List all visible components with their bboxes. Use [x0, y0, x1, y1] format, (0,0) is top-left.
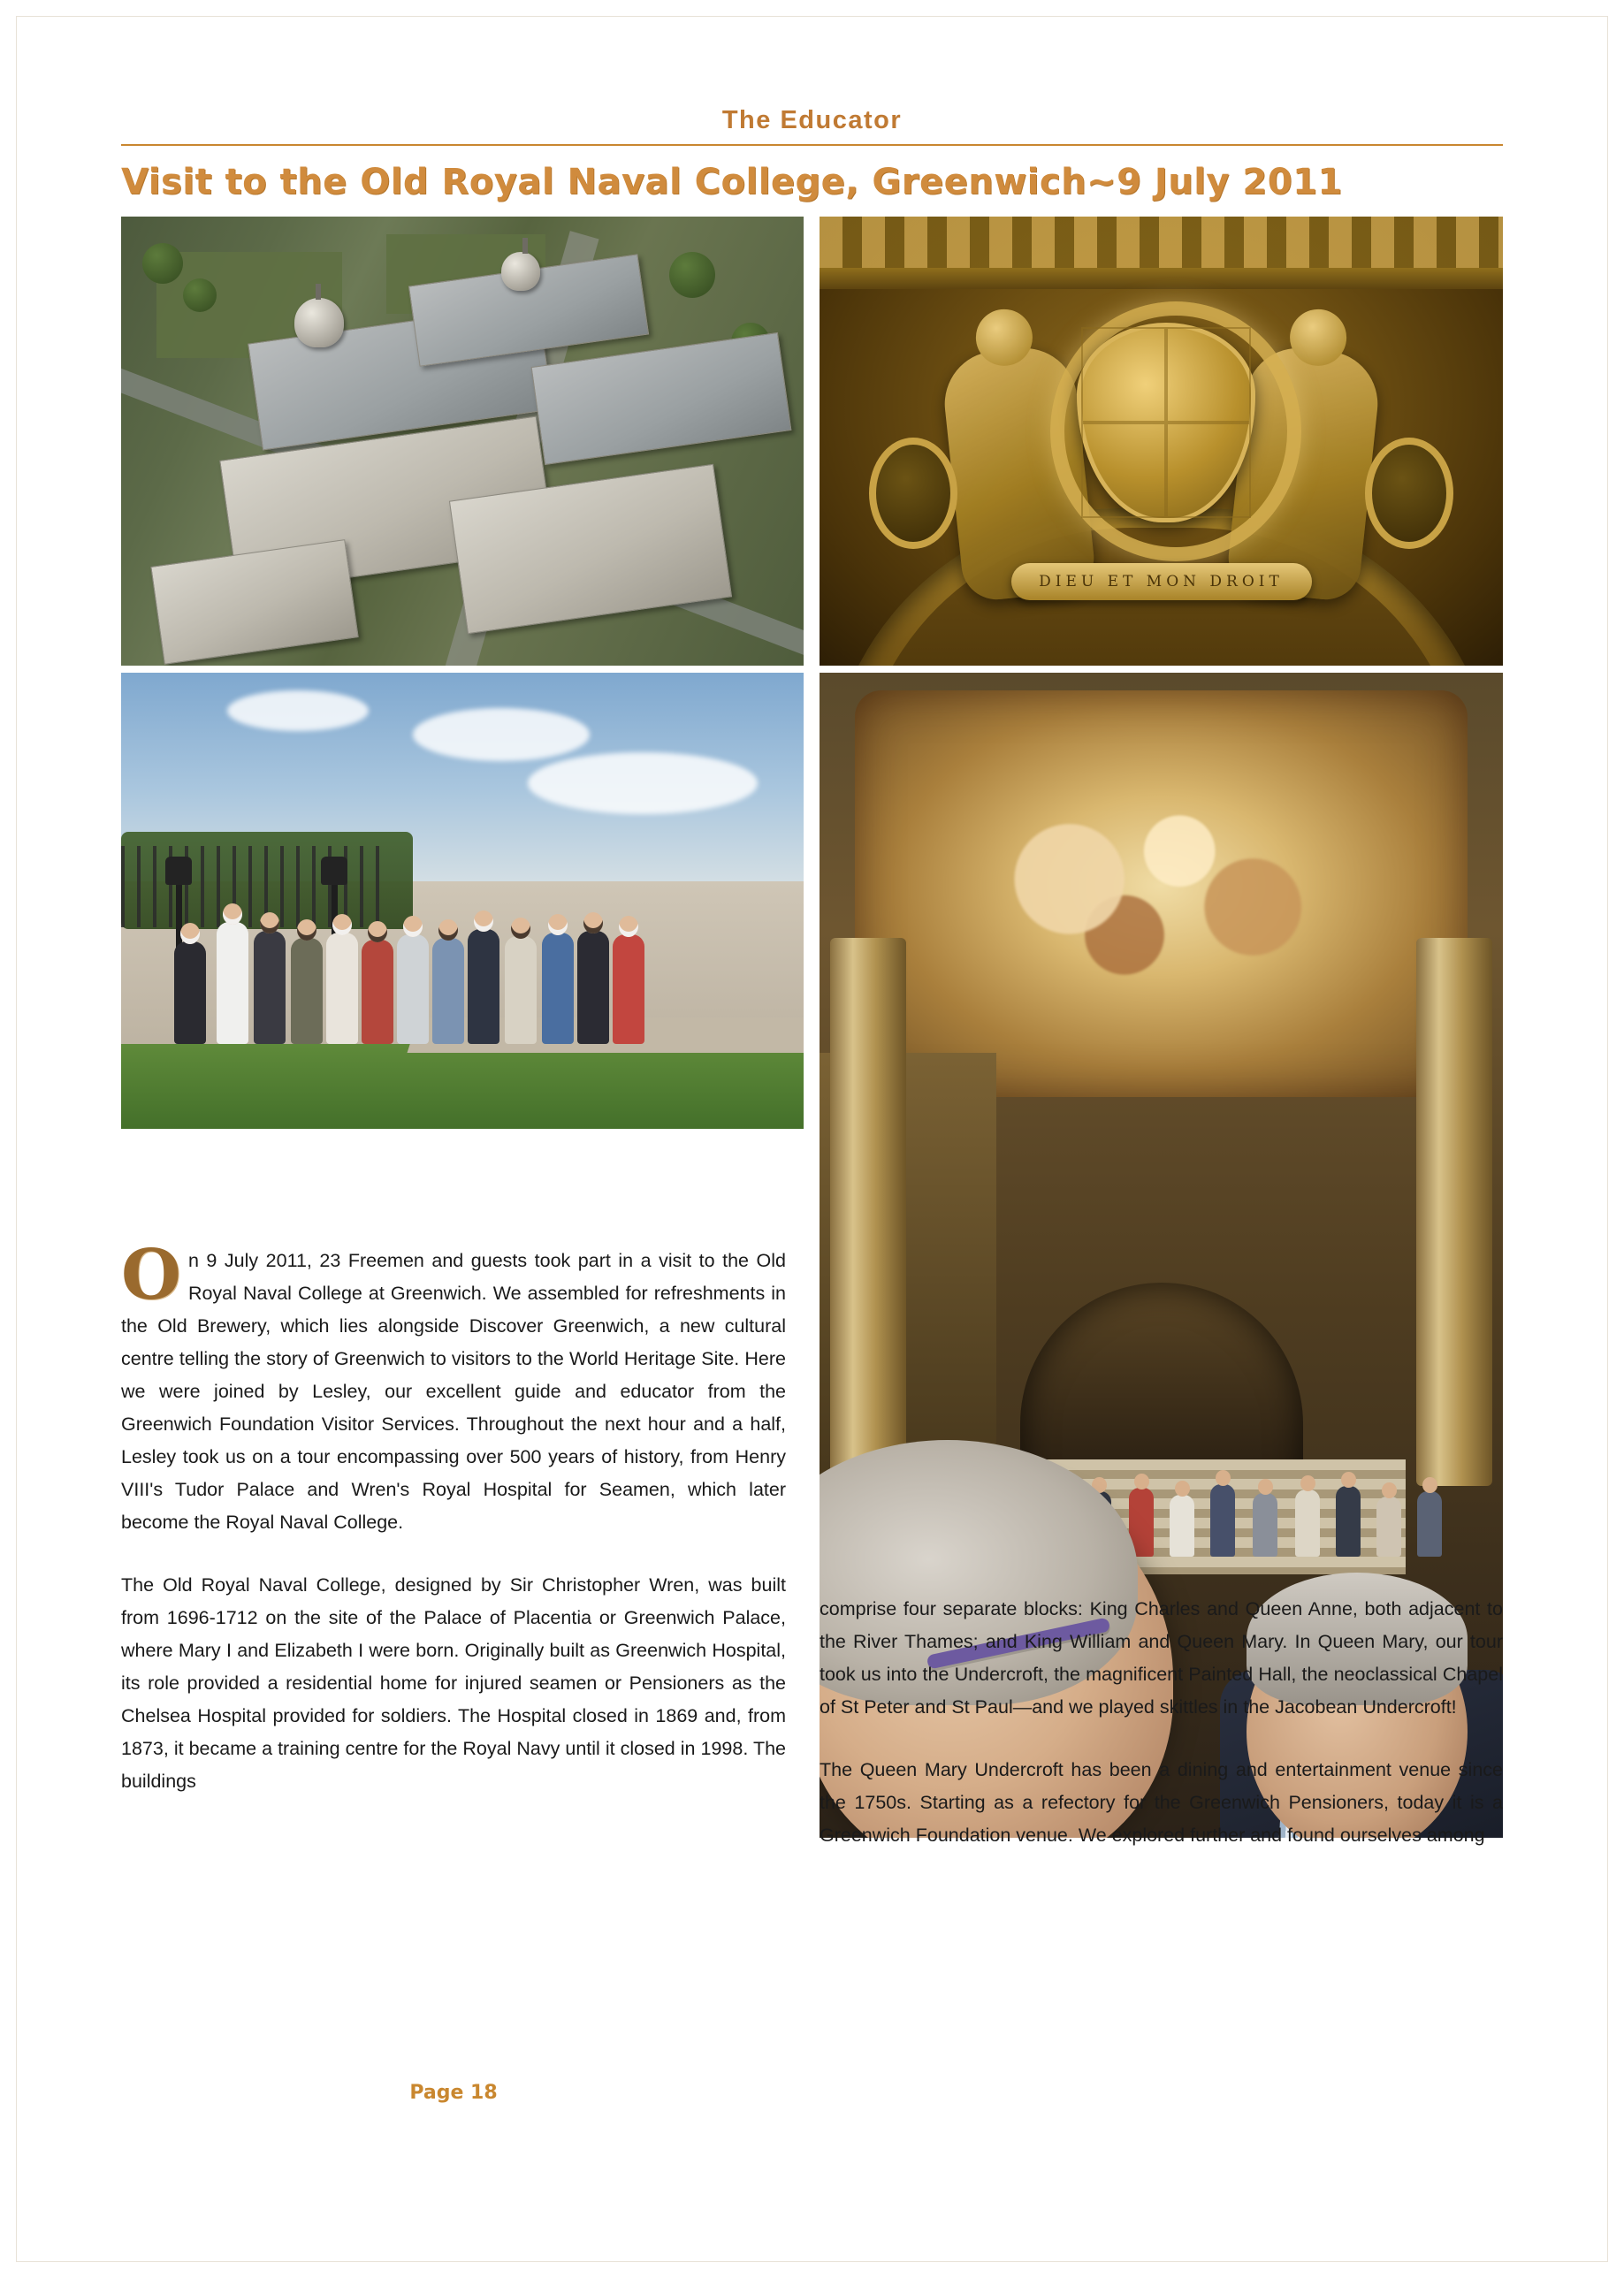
- hall-visitor: [1417, 1491, 1442, 1557]
- group-cloud: [528, 752, 758, 814]
- hall-painted-ceiling: [855, 690, 1468, 1097]
- aerial-view-old-royal-naval-college-photo: [121, 217, 804, 666]
- article-title: Visit to the Old Royal Naval College, Greenwich~9 July 2011: [121, 162, 1343, 202]
- group-person: [577, 931, 609, 1044]
- page-content: [121, 106, 1503, 1233]
- shield-quarter: [1166, 423, 1251, 518]
- photo-grid: [121, 217, 1503, 1233]
- hall-visitor: [1170, 1495, 1194, 1557]
- group-person: [174, 941, 206, 1044]
- crest-side-medallion-right: [1365, 438, 1453, 549]
- group-person: [468, 929, 499, 1044]
- group-grass: [121, 1044, 804, 1129]
- paragraph-1-text: n 9 July 2011, 23 Freemen and guests took part in a visit to the Old Royal Naval College at Greenwich. We assembled for refreshments in the Old Brewery, which lies alongside Discover Greenwich, a new cultural centre telling the story of Greenwich to visitors to the World Heritage Site. Here we were joined by Lesley, our excellent guide and educator from the Greenwich Foundation Visitor Services. Throughout the next hour and a half, Lesley took us on a tour encompassing over 500 years of history, from Henry VIII's Tudor Palace and Wren's Royal Hospital for Seamen, which later become the Royal Naval College.: [121, 1250, 786, 1533]
- hall-visitor: [1295, 1489, 1320, 1557]
- group-person: [254, 931, 286, 1044]
- gilded-royal-coat-of-arms-photo: [820, 217, 1503, 666]
- aerial-tree: [183, 278, 217, 312]
- hall-visitor: [1336, 1486, 1361, 1557]
- article-column-right: [820, 1593, 1503, 1882]
- group-person: [505, 936, 537, 1044]
- shield-quarter: [1166, 327, 1251, 423]
- dropcap: O: [121, 1235, 181, 1315]
- shield-quarter: [1081, 327, 1166, 423]
- group-person: [291, 938, 323, 1044]
- hall-visitor: [1253, 1493, 1277, 1557]
- group-person: [613, 934, 644, 1044]
- group-person: [326, 933, 358, 1044]
- hall-column-left: [830, 938, 906, 1486]
- group-person: [217, 922, 248, 1044]
- group-person: [432, 938, 464, 1044]
- aerial-tree: [142, 243, 183, 284]
- aerial-tree: [669, 252, 715, 298]
- article-paragraph-3: comprise four separate blocks: King Charles and Queen Anne, both adjacent to the River Thames; and King William and Queen Mary. In Queen Mary, our tour took us into the Undercroft, the magnificent Painted Hall, the neoclassical Chapel of St Peter and St Paul—and we played skittles in the Jacobean Undercroft!: [820, 1598, 1503, 1718]
- masthead-title: The Educator: [121, 106, 1503, 146]
- aerial-dome: [294, 298, 344, 347]
- group-cloud: [413, 708, 590, 761]
- article-paragraph-1: [121, 1235, 786, 1539]
- aerial-dome: [501, 252, 540, 291]
- crest-band: [820, 268, 1503, 289]
- hall-ceiling-figures: [978, 804, 1346, 992]
- crest-side-medallion-left: [869, 438, 957, 549]
- shield-quarter: [1081, 423, 1166, 518]
- crest-motto-ribbon: DIEU ET MON DROIT: [1011, 563, 1312, 600]
- group-person: [362, 940, 393, 1044]
- article-paragraph-4: The Queen Mary Undercroft has been a dining and entertainment venue since the 1750s. Starting as a refectory for the Greenwich Pensioners, today it is a Greenwich Foundation venue. We explored further and found ourselves among: [820, 1759, 1503, 1846]
- group-person: [397, 934, 429, 1044]
- visitor-group-outside-gates-photo: [121, 673, 804, 1129]
- hall-visitor: [1210, 1484, 1235, 1557]
- hall-visitor: [1376, 1497, 1401, 1557]
- page-number: Page 18: [409, 2082, 498, 2104]
- article-paragraph-2: The Old Royal Naval College, designed by Sir Christopher Wren, was built from 1696-1712 on the site of the Palace of Placentia or Greenwich Palace, where Mary I and Elizabeth I were born. Originally built as Greenwich Hospital, its role provided a residential home for injured seamen or Pensioners as the Chelsea Hospital provided for soldiers. The Hospital closed in 1869 and, from 1873, it became a training centre for the Royal Navy until it closed in 1998. The buildings: [121, 1574, 786, 1792]
- article-column-left: [121, 1235, 786, 1828]
- crest-shield: [1077, 323, 1255, 522]
- group-cloud: [227, 690, 369, 731]
- crest-dentil-moulding: [820, 217, 1503, 268]
- group-person: [542, 933, 574, 1044]
